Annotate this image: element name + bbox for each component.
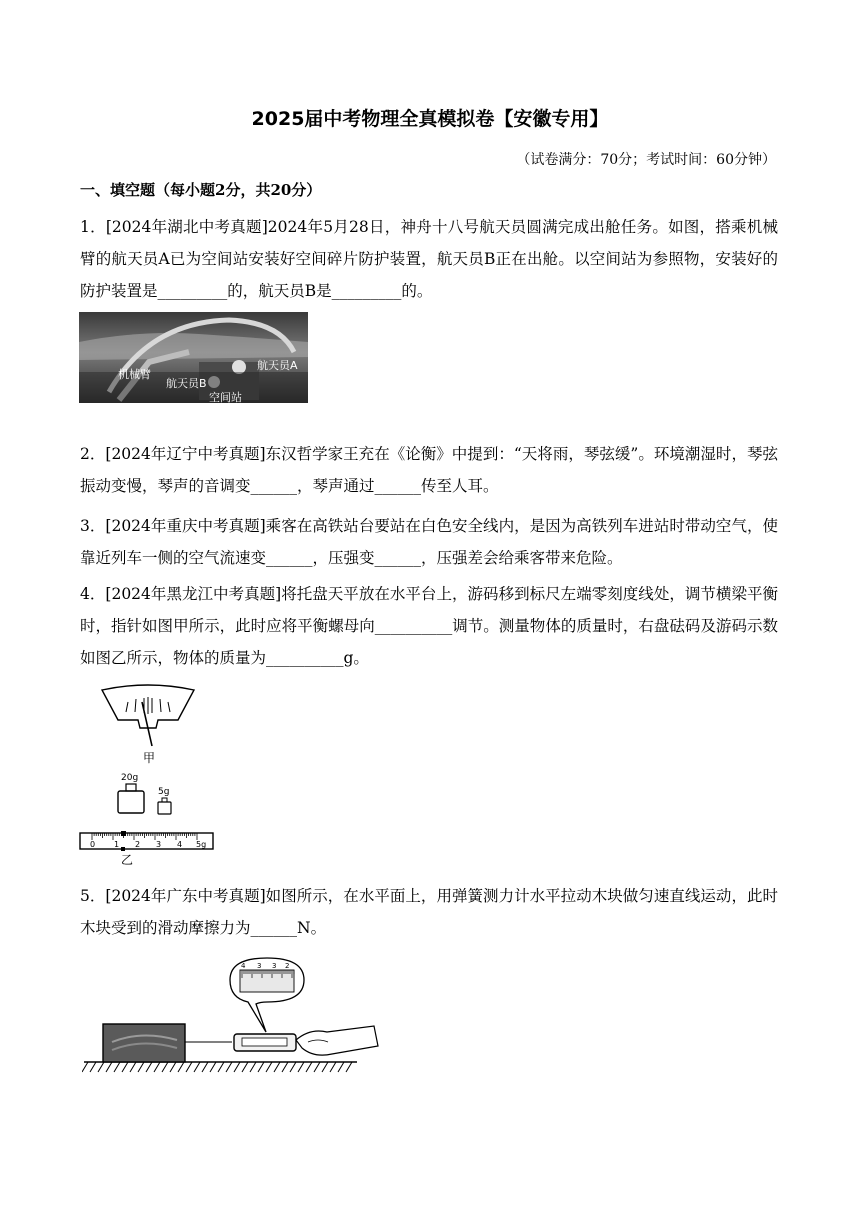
- label-yi: 乙: [121, 853, 134, 866]
- ground-hatch: [82, 1062, 88, 1072]
- ground-hatch: [226, 1062, 232, 1072]
- scale-tick-5g: 5g: [196, 840, 207, 849]
- ground-hatch: [178, 1062, 184, 1072]
- ground-hatch: [242, 1062, 248, 1072]
- ground-hatch: [130, 1062, 136, 1072]
- space-station-photo: [79, 312, 308, 403]
- ground-hatch: [154, 1062, 160, 1072]
- label-astronaut-b: 航天员B: [166, 377, 207, 390]
- ground-hatch: [282, 1062, 288, 1072]
- ground-hatch: [138, 1062, 144, 1072]
- label-jia: 甲: [143, 751, 156, 765]
- label-astronaut-a: 航天员A: [257, 359, 298, 372]
- ground-hatch: [274, 1062, 280, 1072]
- dial-number-3b: 3: [272, 962, 277, 970]
- scale-tick-3: 3: [156, 840, 162, 849]
- spring-scale-figure: [82, 952, 382, 1082]
- question-2: 2．[2024年辽宁中考真题]东汉哲学家王充在《论衡》中提到：“天将雨，琴弦缓”。环境潮湿时，琴弦振动变慢，琴声的音调变______，琴声通过______传至人耳。: [80, 445, 778, 495]
- dial-number-4: 4: [241, 962, 246, 970]
- ground-hatch: [122, 1062, 128, 1072]
- ground-hatch: [170, 1062, 176, 1072]
- ground-hatch: [250, 1062, 256, 1072]
- ground-hatch: [218, 1062, 224, 1072]
- label-robot-arm: 机械臂: [118, 368, 151, 381]
- scale-tick-2: 2: [135, 840, 141, 849]
- label-20g: 20g: [121, 773, 139, 783]
- ground-hatch: [162, 1062, 168, 1072]
- dial-number-3a: 3: [257, 962, 262, 970]
- ground-hatch: [346, 1062, 352, 1072]
- ground-hatch: [306, 1062, 312, 1072]
- scale-tick-0: 0: [90, 840, 96, 849]
- ground-hatch: [330, 1062, 336, 1072]
- ground-hatch: [314, 1062, 320, 1072]
- ground-hatch: [258, 1062, 264, 1072]
- ground-hatch: [90, 1062, 96, 1072]
- ground-hatch: [194, 1062, 200, 1072]
- ground-hatch: [298, 1062, 304, 1072]
- ground-hatch: [266, 1062, 272, 1072]
- ground-hatch: [114, 1062, 120, 1072]
- ground-hatch: [290, 1062, 296, 1072]
- ground-hatch: [146, 1062, 152, 1072]
- dial-number-2: 2: [285, 962, 290, 970]
- scale-tick-4: 4: [177, 840, 183, 849]
- ground-hatch: [338, 1062, 344, 1072]
- question-1: 1．[2024年湖北中考真题]2024年5月28日，神舟十八号航天员圆满完成出舱任务。如图，搭乘机械臂的航天员A已为空间站安装好空间碎片防护装置，航天员B正在出舱。以空间站为参照物，安装好的防护装置是_________的，航天员B是_________的。: [80, 218, 778, 300]
- ground-hatch: [186, 1062, 192, 1072]
- section-heading: 一、填空题（每小题2分，共20分）: [80, 181, 322, 199]
- balance-pointer-figure: [98, 680, 198, 765]
- question-4: 4．[2024年黑龙江中考真题]将托盘天平放在水平台上，游码移到标尺左端零刻度线处，调节横梁平衡时，指针如图甲所示，此时应将平衡螺母向__________调节。测量物体的质量时，右盘砝码及游码示数如图乙所示，物体的质量为__________g。: [80, 585, 778, 667]
- exam-info: （试卷满分：70分；考试时间：60分钟）: [516, 152, 776, 168]
- ground-hatch: [234, 1062, 240, 1072]
- page-title: 2025届中考物理全真模拟卷【安徽专用】: [251, 108, 609, 130]
- ground-hatch: [202, 1062, 208, 1072]
- label-5g: 5g: [158, 787, 170, 797]
- ground-hatch: [210, 1062, 216, 1072]
- label-space-station: 空间站: [209, 391, 242, 403]
- question-3: 3．[2024年重庆中考真题]乘客在高铁站台要站在白色安全线内，是因为高铁列车进站时带动空气，使靠近列车一侧的空气流速变______，压强变______，压强差会给乘客带来危险。: [80, 517, 778, 567]
- question-5: 5．[2024年广东中考真题]如图所示，在水平面上，用弹簧测力计水平拉动木块做匀速直线运动，此时木块受到的滑动摩擦力为______N。: [80, 887, 778, 937]
- scale-tick-1: 1: [114, 840, 120, 849]
- ground-hatch: [322, 1062, 328, 1072]
- weights-and-scale-figure: [78, 770, 218, 866]
- ground-hatch: [106, 1062, 112, 1072]
- ground-hatch: [98, 1062, 104, 1072]
